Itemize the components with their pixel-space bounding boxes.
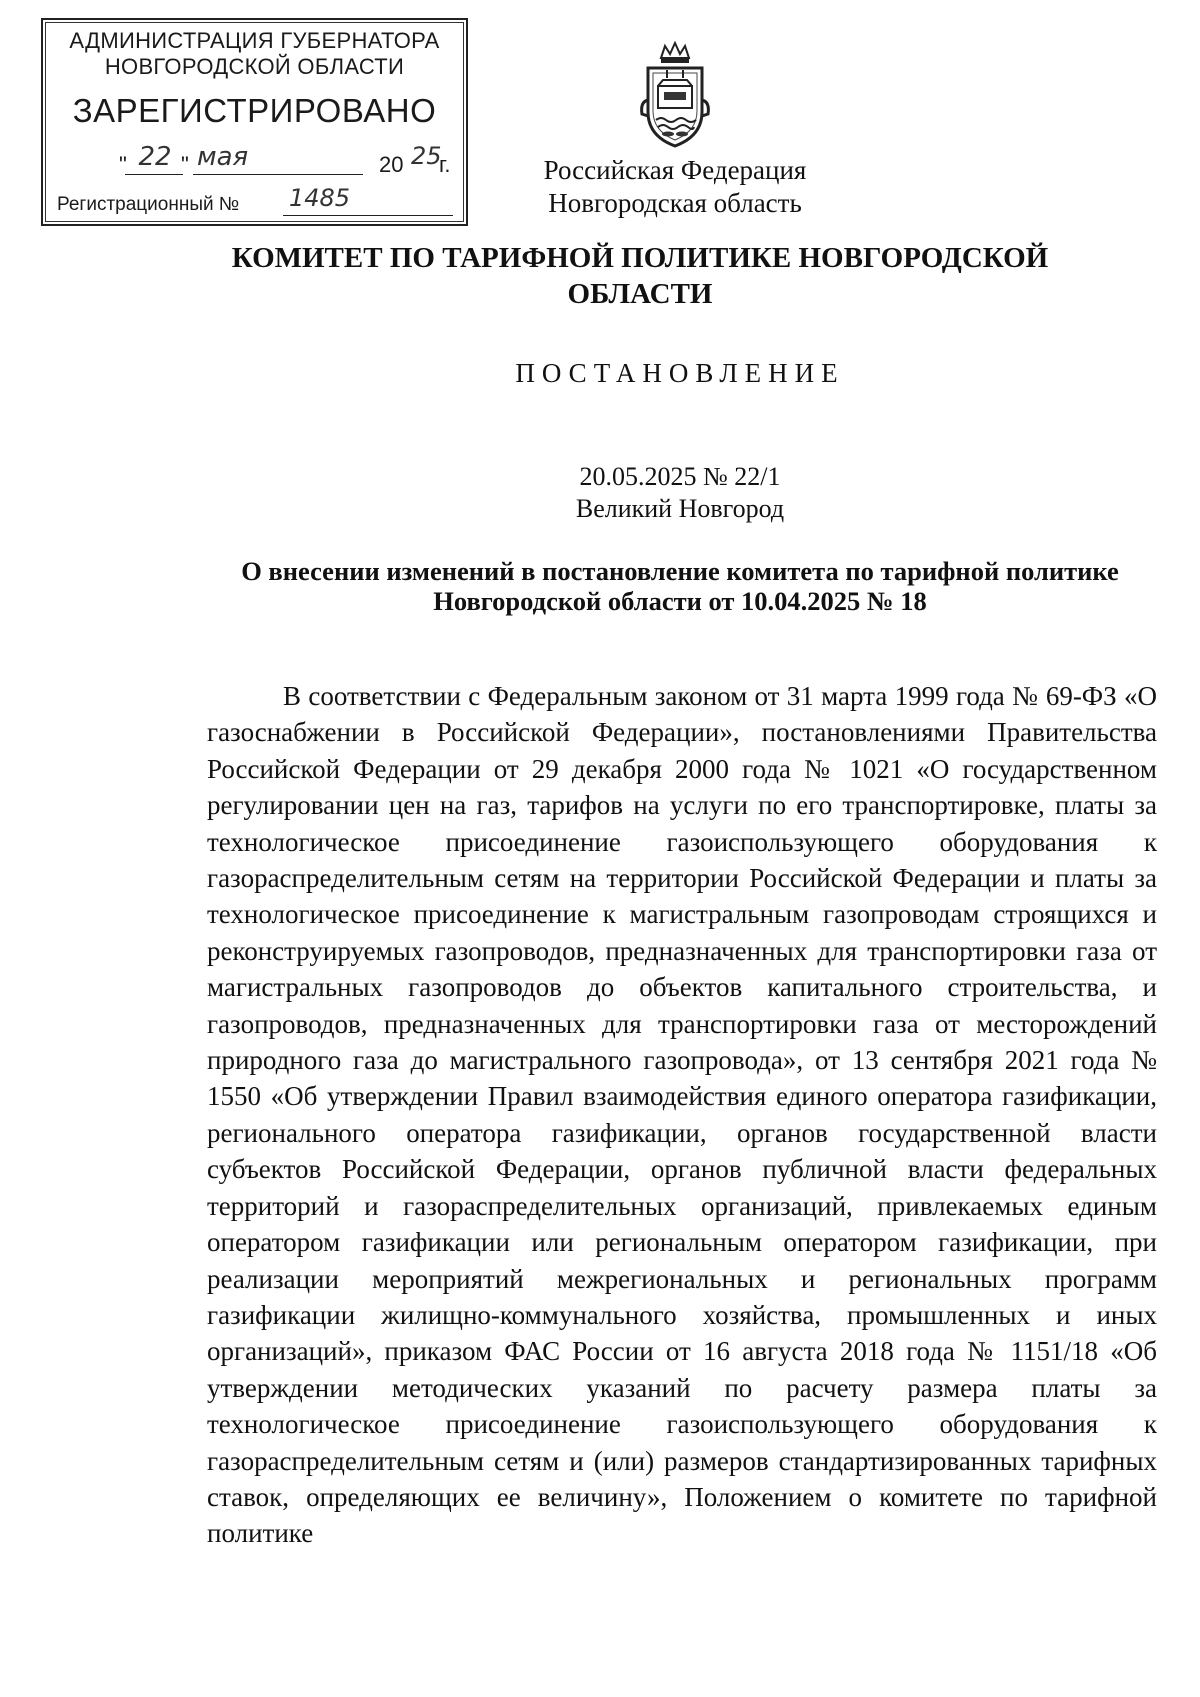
stamp-org-line1: АДМИНИСТРАЦИЯ ГУБЕРНАТОРА: [69, 28, 440, 53]
registration-stamp: [41, 18, 468, 226]
document-date-number: 20.05.2025 № 22/1: [579, 462, 781, 491]
stamp-month-handwritten: мая: [197, 142, 249, 172]
stamp-quote-close: ": [181, 152, 189, 177]
body-paragraph: В соответствии с Федеральным законом от 31 марта 1999 года № 69-ФЗ «О газоснабжении в Российской Федерации», постановлениями Правительства Российской Федерации от 29 декабря 2000 года № 1021 «О государственном регулировании цен на газ, тарифов на услуги по его транспортировке, платы за технологическое присоединение газоиспользующего оборудования к газораспределительным сетям на территории Российской Федерации и платы за технологическое присоединение к магистральным газопроводам строящихся и реконструируемых газопроводов, предназначенных для транспортировки газа от магистральных газопроводов до объектов капитального строительства, и газопроводов, предназначенных для транспортировки газа от месторождений природного газа до магистрального газопровода», от 13 сентября 2021 года № 1550 «Об утверждении Правил взаимодействия единого оператора газификации, регионального оператора газификации, органов государственной власти субъектов Российской Федерации, органов публичной власти федеральных территорий и газораспределительных организаций, привлекаемых единым оператором газификации или региональным оператором газификации, при реализации мероприятий межрегиональных и региональных программ газификации жилищно-коммунального хозяйства, промышленных и иных организаций», приказом ФАС России от 16 августа 2018 года № 1151/18 «Об утверждении методических указаний по расчету размера платы за технологическое присоединение газоиспользующего оборудования к газораспределительным сетям и (или) размеров стандартизированных тарифных ставок, определяющих ее величину», Положением о комитете по тарифной политике: [207, 681, 1157, 1549]
stamp-org-line2: НОВГОРОДСКОЙ ОБЛАСТИ: [104, 54, 405, 79]
committee-title: КОМИТЕТ ПО ТАРИФНОЙ ПОЛИТИКЕ НОВГОРОДСКОЙ ОБЛАСТИ: [231, 242, 1049, 310]
stamp-status: ЗАРЕГИСТРИРОВАНО: [72, 92, 437, 129]
stamp-reg-label: Регистрационный №: [57, 194, 240, 215]
stamp-reg-number-handwritten: 1485: [289, 184, 351, 212]
coat-of-arms-icon: [634, 40, 716, 150]
document-type: ПОСТАНОВЛЕНИЕ: [515, 358, 845, 388]
stamp-year-suffix-handwritten: 25: [411, 142, 442, 170]
document-subject: О внесении изменений в постановление комитета по тарифной политике Новгородской области от 10.04.2025 № 18: [241, 556, 1119, 616]
stamp-day-underline: [125, 174, 183, 175]
region-name: Новгородская область: [548, 188, 802, 218]
stamp-reg-underline: [283, 215, 453, 216]
stamp-year-prefix: 20: [379, 152, 404, 177]
document-place: Великий Новгород: [575, 494, 785, 523]
country-name: Российская Федерация: [543, 155, 807, 185]
stamp-quote-open: ": [119, 152, 127, 177]
stamp-date: [85, 142, 465, 180]
stamp-day-handwritten: 22: [138, 142, 172, 172]
stamp-month-underline: [193, 174, 363, 175]
stamp-year-unit: г.: [439, 152, 451, 177]
